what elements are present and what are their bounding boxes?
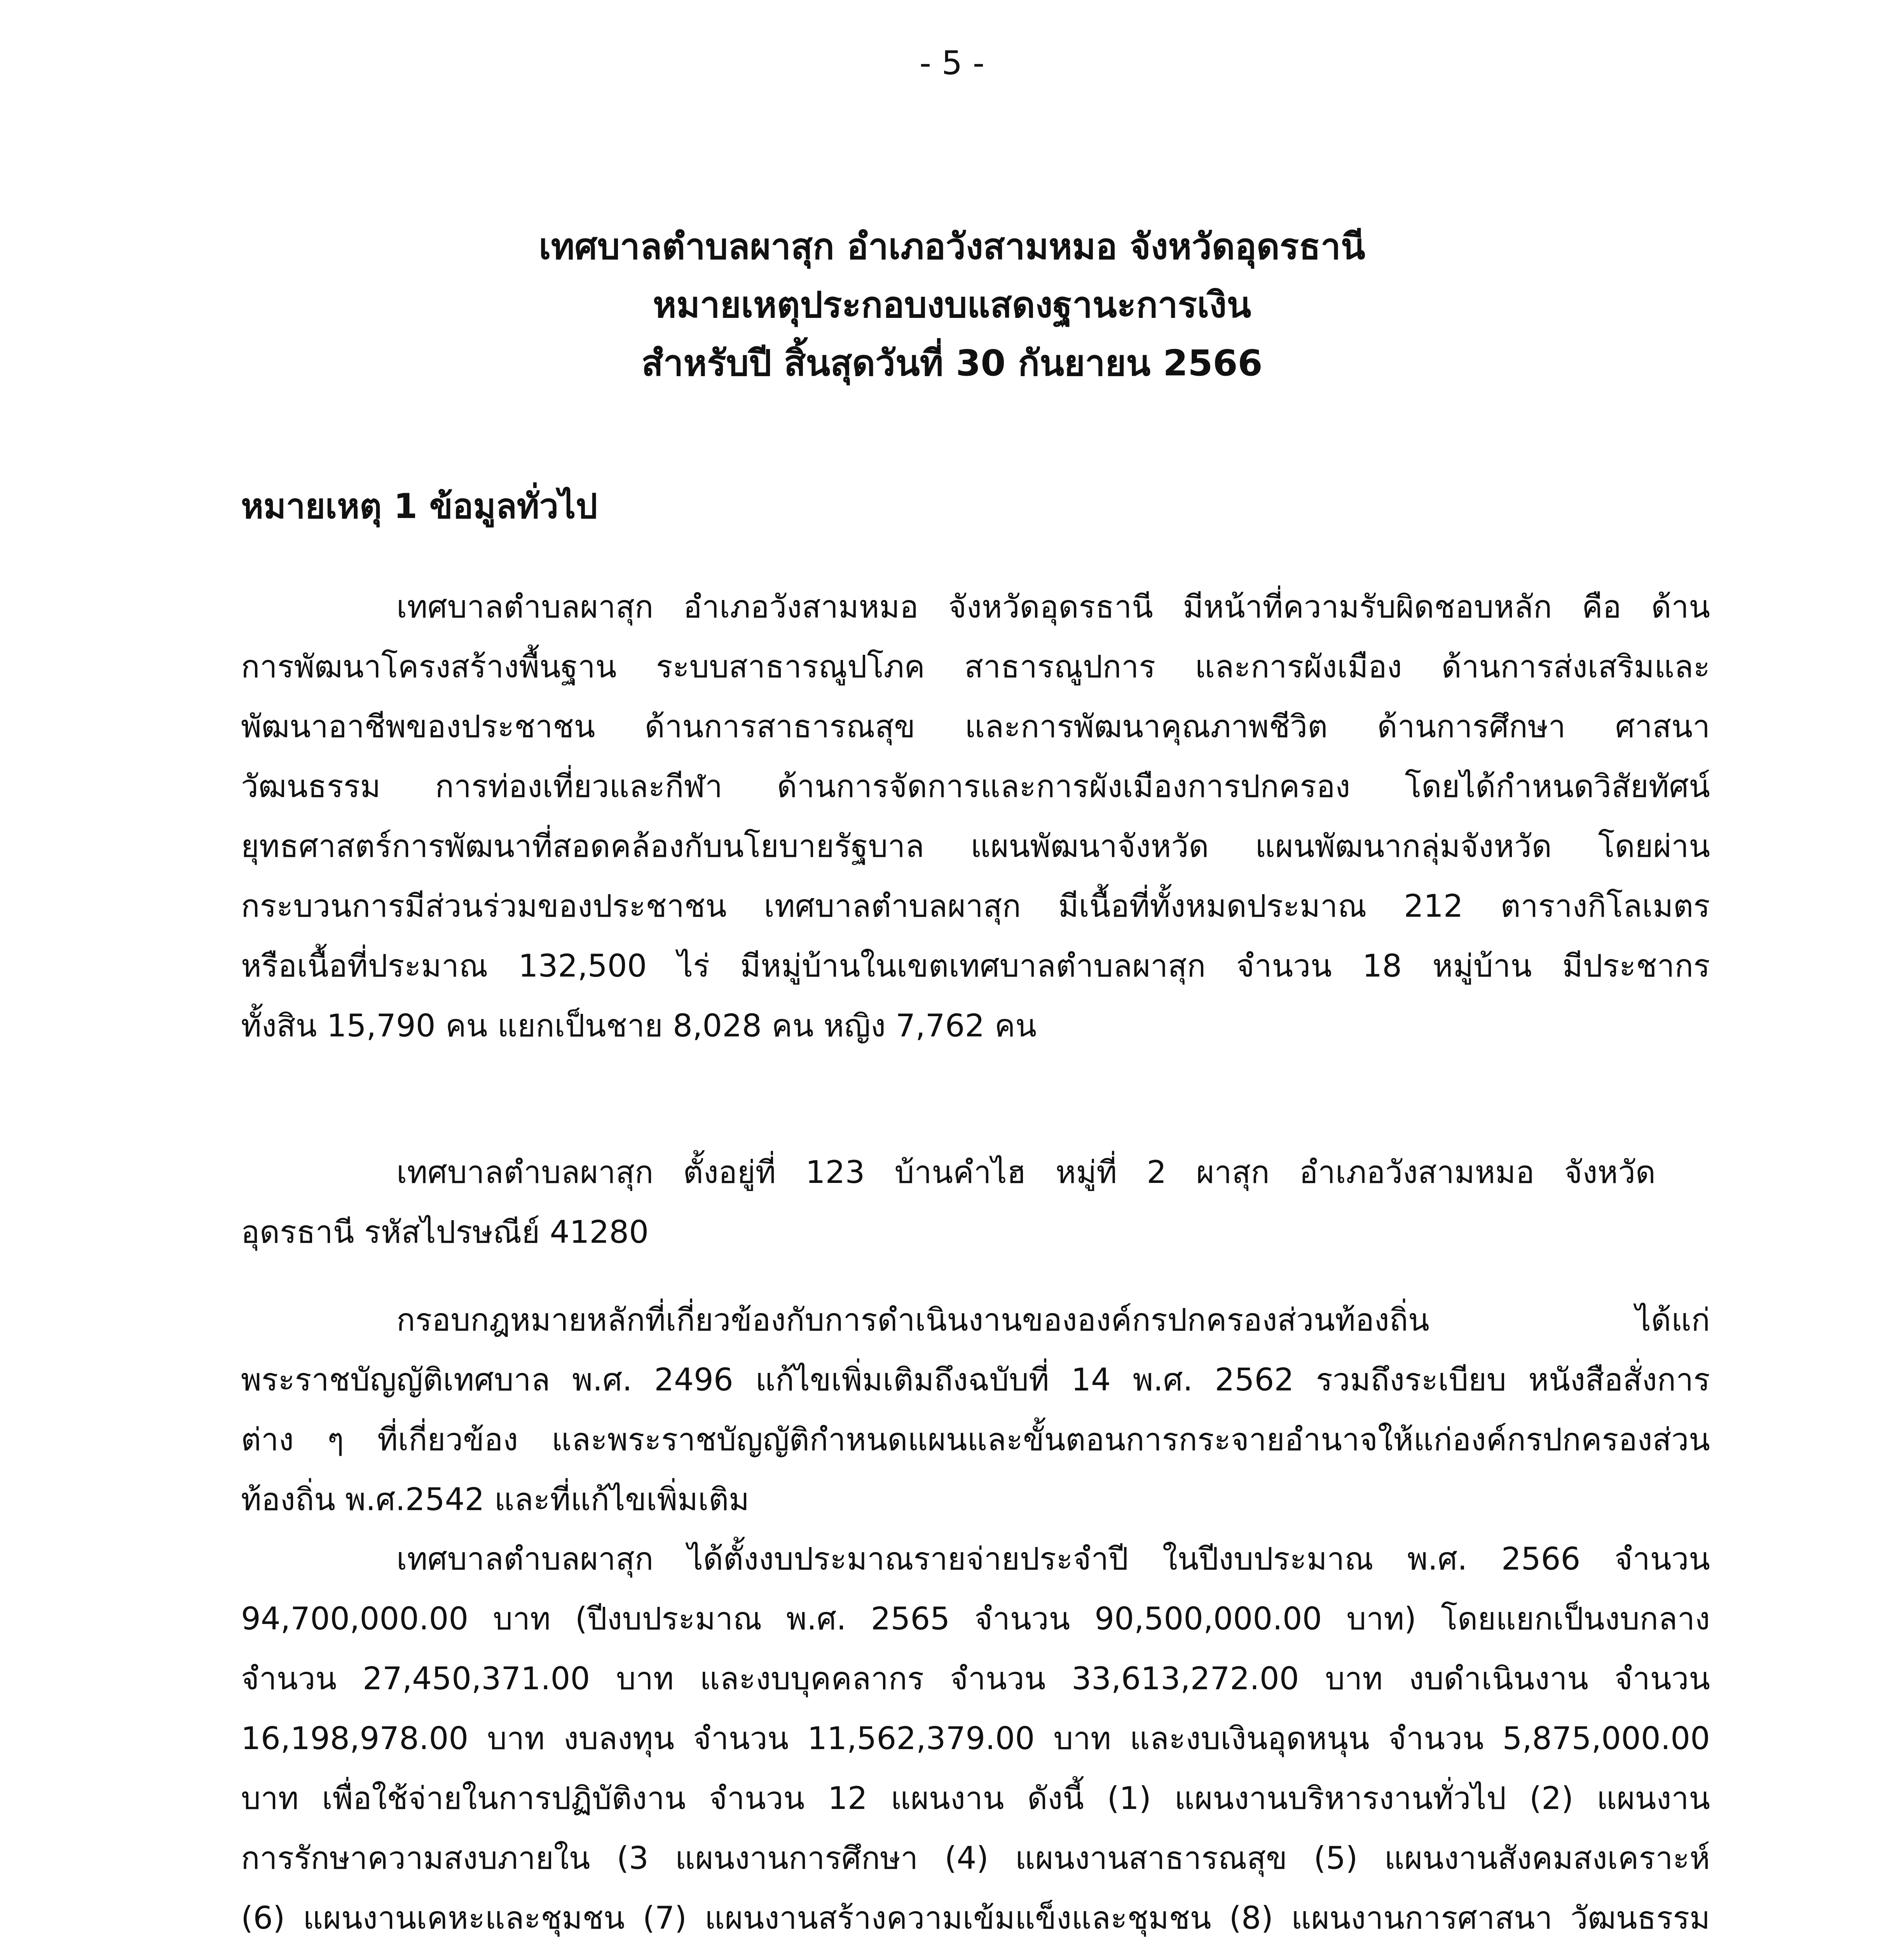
paragraph-legal-framework: [241, 1290, 1710, 1530]
note-heading: หมายเหตุ 1 ข้อมูลทั่วไป: [241, 486, 598, 526]
paragraph-line: เทศบาลตำบลผาสุก อำเภอวังสามหมอ จังหวัดอุดรธานี มีหน้าที่ความรับผิดชอบหลัก คือ ด้าน: [396, 589, 1710, 625]
paragraph-line: พระราชบัญญัติเทศบาล พ.ศ. 2496 แก้ไขเพิ่มเติมถึงฉบับที่ 14 พ.ศ. 2562 รวมถึงระเบียบ หนังสือสั่งการ: [241, 1362, 1710, 1398]
paragraph-line: อุดรธานี รหัสไปรษณีย์ 41280: [241, 1214, 649, 1250]
paragraph-line: บาท เพื่อใช้จ่ายในการปฏิบัติงาน จำนวน 12 แผนงาน ดังนี้ (1) แผนงานบริหารงานทั่วไป (2) แผนงาน: [241, 1780, 1710, 1816]
paragraph-line: หรือเนื้อที่ประมาณ 132,500 ไร่ มีหมู่บ้านในเขตเทศบาลตำบลผาสุก จำนวน 18 หมู่บ้าน มีประชากร: [241, 948, 1710, 984]
paragraph-line: 16,198,978.00 บาท งบลงทุน จำนวน 11,562,379.00 บาท และงบเงินอุดหนุน จำนวน 5,875,000.00: [241, 1720, 1710, 1756]
paragraph-budget: [241, 1529, 1710, 1943]
title-document-type: หมายเหตุประกอบงบแสดงฐานะการเงิน: [653, 284, 1251, 326]
paragraph-line: ยุทธศาสตร์การพัฒนาที่สอดคล้องกับนโยบายรัฐบาล แผนพัฒนาจังหวัด แผนพัฒนากลุ่มจังหวัด โดยผ่าน: [241, 828, 1710, 864]
page-number: - 5 -: [919, 44, 985, 82]
paragraph-address: [241, 1142, 1656, 1262]
paragraph-line: การพัฒนาโครงสร้างพื้นฐาน ระบบสาธารณูปโภค สาธารณูปการ และการผังเมือง ด้านการส่งเสริมและ: [241, 649, 1710, 685]
paragraph-line: ท้องถิ่น พ.ศ.2542 และที่แก้ไขเพิ่มเติม: [241, 1481, 749, 1517]
paragraph-responsibilities: [241, 577, 1710, 1056]
paragraph-line: จำนวน 27,450,371.00 บาท และงบบุคคลากร จำนวน 33,613,272.00 บาท งบดำเนินงาน จำนวน: [241, 1660, 1710, 1697]
title-organization: เทศบาลตำบลผาสุก อำเภอวังสามหมอ จังหวัดอุดรธานี: [539, 226, 1365, 267]
paragraph-line: เทศบาลตำบลผาสุก ตั้งอยู่ที่ 123 บ้านคำไฮ หมู่ที่ 2 ผาสุก อำเภอวังสามหมอ จังหวัด: [396, 1154, 1656, 1190]
paragraph-line: 94,700,000.00 บาท (ปีงบประมาณ พ.ศ. 2565 จำนวน 90,500,000.00 บาท) โดยแยกเป็นงบกลาง: [241, 1601, 1710, 1637]
title-period: สำหรับปี สิ้นสุดวันที่ 30 กันยายน 2566: [641, 342, 1263, 384]
paragraph-line: ต่าง ๆ ที่เกี่ยวข้อง และพระราชบัญญัติกำหนดแผนและขั้นตอนการกระจายอำนาจให้แก่องค์กรปกครองส่วน: [241, 1421, 1710, 1458]
paragraph-line: ทั้งสิน 15,790 คน แยกเป็นชาย 8,028 คน หญิง 7,762 คน: [241, 1008, 1037, 1044]
paragraph-line: การรักษาความสงบภายใน (3 แผนงานการศึกษา (4) แผนงานสาธารณสุข (5) แผนงานสังคมสงเคราะห์: [241, 1840, 1710, 1876]
paragraph-line: กรอบกฎหมายหลักที่เกี่ยวข้องกับการดำเนินงานขององค์กรปกครองส่วนท้องถิ่น ได้แก่: [396, 1302, 1710, 1338]
paragraph-line: วัฒนธรรม การท่องเที่ยวและกีฬา ด้านการจัดการและการผังเมืองการปกครอง โดยได้กำหนดวิสัยทัศน์: [241, 768, 1710, 804]
paragraph-line: (6) แผนงานเคหะและชุมชน (7) แผนงานสร้างความเข้มแข็งและชุมชน (8) แผนงานการศาสนา วัฒนธรรม: [241, 1900, 1710, 1936]
paragraph-line: กระบวนการมีส่วนร่วมของประชาชน เทศบาลตำบลผาสุก มีเนื้อที่ทั้งหมดประมาณ 212 ตารางกิโลเมตร: [241, 888, 1710, 924]
paragraph-line: พัฒนาอาชีพของประชาชน ด้านการสาธารณสุข และการพัฒนาคุณภาพชีวิต ด้านการศึกษา ศาสนา: [241, 708, 1710, 745]
document-title: [0, 218, 1904, 392]
paragraph-line: เทศบาลตำบลผาสุก ได้ตั้งงบประมาณรายจ่ายประจำปี ในปีงบประมาณ พ.ศ. 2566 จำนวน: [396, 1541, 1710, 1577]
